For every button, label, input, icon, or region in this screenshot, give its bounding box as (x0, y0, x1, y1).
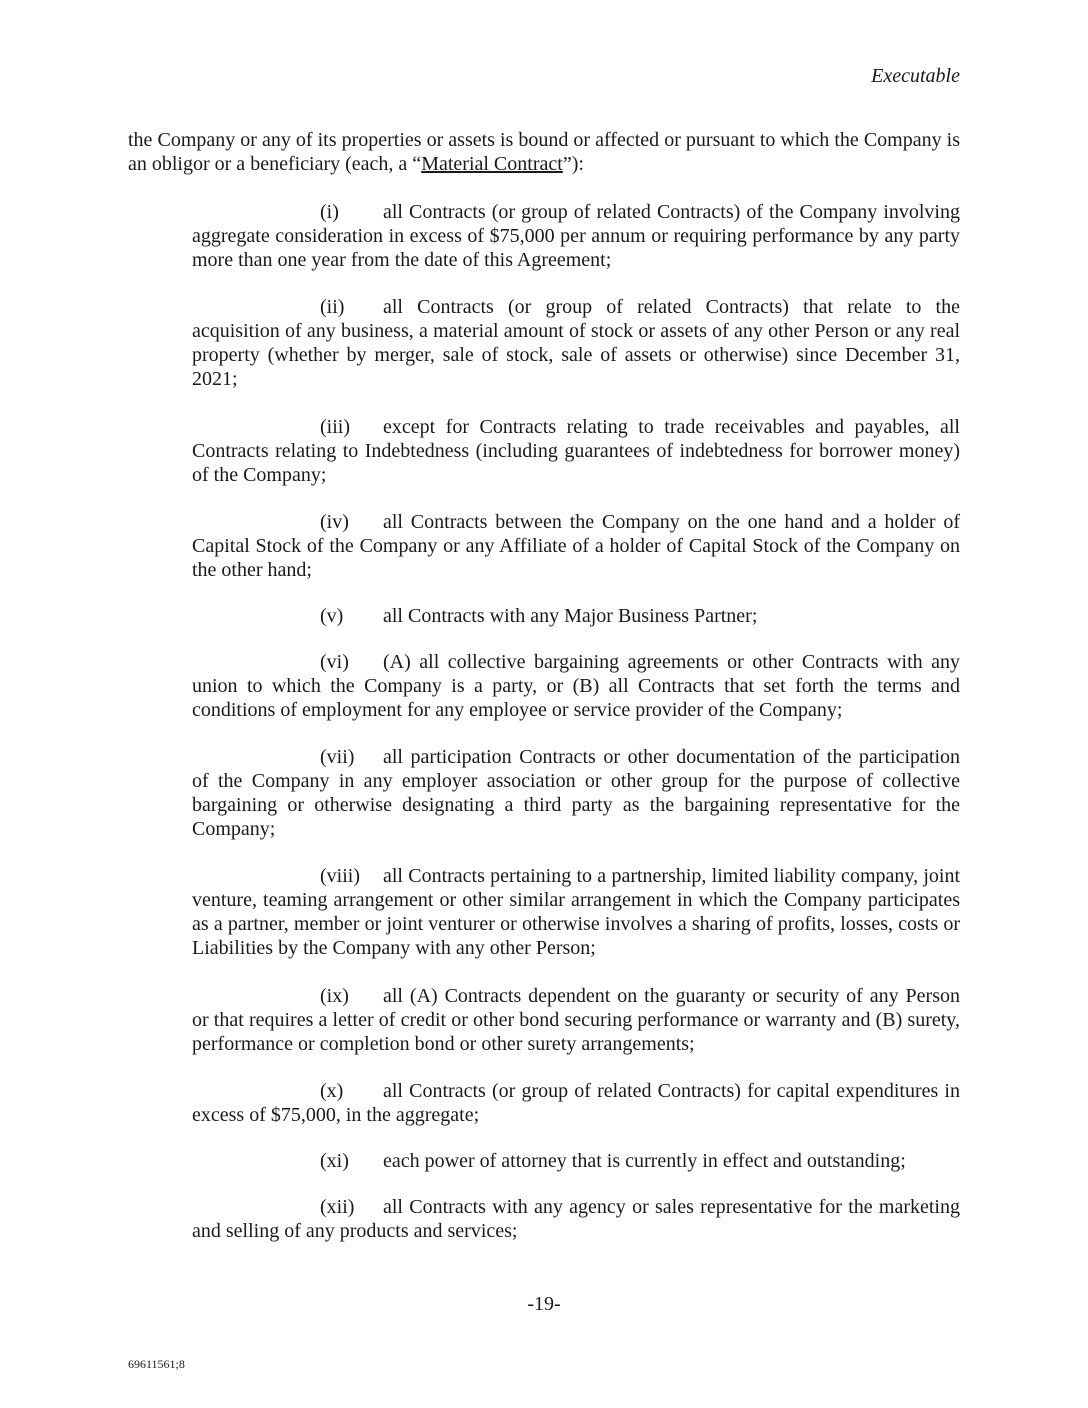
item-text: all Contracts with any Major Business Partner; (383, 605, 758, 627)
item-text: except for Contracts relating to trade receivables and payables, all Contracts relating to Indebtedness (including guarantees of indebtedness for borrower money) of the Company; (192, 416, 960, 486)
item-number: (ii) (320, 296, 345, 318)
item-text: all (A) Contracts dependent on the guaranty or security of any Person or that requires a letter of credit or other bond securing performance or warranty and (B) surety, performance or completion bond or other surety arrangements; (192, 985, 960, 1055)
list-item (192, 295, 960, 391)
item-text: all Contracts (or group of related Contracts) of the Company involving aggregate consideration in excess of $75,000 per annum or requiring performance by any party more than one year from the date of this Agreement; (192, 201, 960, 271)
item-number: (iii) (320, 416, 350, 438)
item-text: all Contracts (or group of related Contracts) that relate to the acquisition of any business, a material amount of stock or assets of any other Person or any real property (whether by merger, sale of stock, sale of assets or otherwise) since December 31, 2021; (192, 296, 960, 390)
list-item (192, 864, 960, 960)
document-status-header: Executable (871, 65, 960, 87)
list-item (192, 1149, 960, 1173)
list-item (192, 604, 960, 628)
list-item (192, 745, 960, 841)
intro-text-end: ”): (562, 153, 584, 175)
item-text: all Contracts (or group of related Contracts) for capital expenditures in excess of $75,000, in the aggregate; (192, 1080, 960, 1126)
list-item (192, 200, 960, 272)
document-id: 69611561;8 (128, 1357, 185, 1371)
list-item (192, 1195, 960, 1243)
item-number: (xii) (320, 1196, 355, 1218)
item-text: (A) all collective bargaining agreements or other Contracts with any union to which the Company is a party, or (B) all Contracts that set forth the terms and conditions of employment for any employee or service provider of the Company; (192, 651, 960, 721)
item-number: (x) (320, 1080, 344, 1102)
item-text: each power of attorney that is currently in effect and outstanding; (383, 1150, 906, 1172)
item-number: (i) (320, 201, 339, 223)
list-item (192, 984, 960, 1056)
page-number: -19- (527, 1293, 561, 1315)
intro-paragraph (128, 128, 960, 176)
item-text: all participation Contracts or other documentation of the participation of the Company in any employer association or other group for the purpose of collective bargaining or otherwise designating a third party as the bargaining representative for the Company; (192, 746, 960, 840)
item-number: (viii) (320, 865, 360, 887)
list-item (192, 415, 960, 487)
list-item (192, 1079, 960, 1127)
defined-term: Material Contract (421, 153, 563, 175)
item-number: (vii) (320, 746, 355, 768)
item-text: all Contracts between the Company on the one hand and a holder of Capital Stock of the Company or any Affiliate of a holder of Capital Stock of the Company on the other hand; (192, 511, 960, 581)
item-text: all Contracts pertaining to a partnership, limited liability company, joint venture, teaming arrangement or other similar arrangement in which the Company participates as a partner, member or joint venturer or otherwise involves a sharing of profits, losses, costs or Liabilities by the Company with any other Person; (192, 865, 960, 959)
item-number: (iv) (320, 511, 349, 533)
item-number: (ix) (320, 985, 349, 1007)
item-text: all Contracts with any agency or sales representative for the marketing and selling of any products and services; (192, 1196, 960, 1242)
list-item (192, 510, 960, 582)
intro-text: the Company or any of its properties or assets is bound or affected or pursuant to which the Company is an obligor or a beneficiary (each, a “ (128, 129, 960, 175)
item-number: (xi) (320, 1150, 349, 1172)
list-item (192, 650, 960, 722)
item-number: (vi) (320, 651, 349, 673)
item-number: (v) (320, 605, 344, 627)
